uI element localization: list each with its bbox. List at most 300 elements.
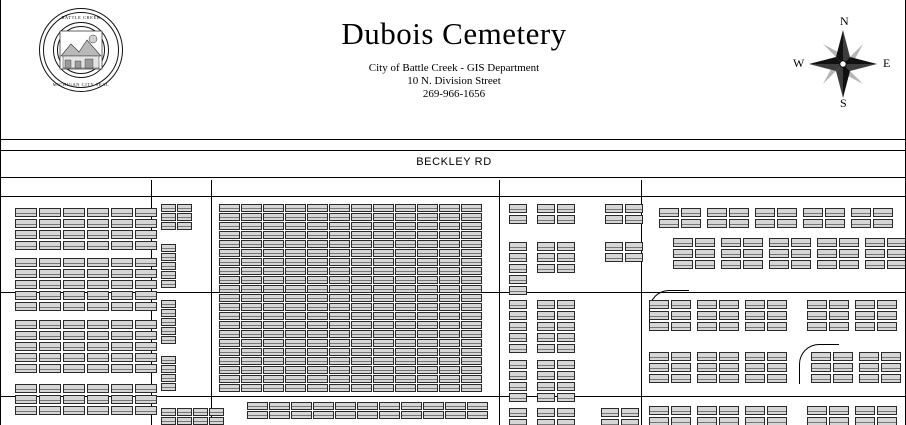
plot-cell[interactable] (537, 371, 555, 380)
plot-cell[interactable] (329, 303, 350, 311)
plot-cell[interactable] (373, 357, 394, 365)
plot-cell[interactable] (625, 204, 643, 213)
plot-cell[interactable] (135, 395, 157, 404)
plot-cell[interactable] (87, 258, 109, 267)
plot-cell[interactable] (219, 330, 240, 338)
plot-cell[interactable] (307, 357, 328, 365)
plot-cell[interactable] (63, 280, 85, 289)
plot-cell[interactable] (395, 285, 416, 293)
plot-cell[interactable] (509, 344, 527, 353)
plot-cell[interactable] (767, 406, 787, 415)
plot-cell[interactable] (649, 322, 669, 331)
plot-cell[interactable] (63, 219, 85, 228)
plot-cell[interactable] (285, 276, 306, 284)
plot-cell[interactable] (111, 364, 133, 373)
plot-cell[interactable] (285, 384, 306, 392)
plot-cell[interactable] (681, 219, 701, 228)
plot-cell[interactable] (439, 312, 460, 320)
plot-cell[interactable] (439, 276, 460, 284)
plot-cell[interactable] (877, 300, 897, 309)
plot-cell[interactable] (417, 213, 438, 221)
plot-cell[interactable] (417, 222, 438, 230)
plot-cell[interactable] (461, 384, 482, 392)
plot-cell[interactable] (673, 260, 693, 269)
plot-cell[interactable] (439, 222, 460, 230)
plot-cell[interactable] (15, 353, 37, 362)
plot-cell[interactable] (825, 219, 845, 228)
plot-cell[interactable] (313, 411, 334, 419)
plot-cell[interactable] (855, 311, 875, 320)
plot-cell[interactable] (15, 331, 37, 340)
plot-cell[interactable] (791, 238, 811, 247)
plot-cell[interactable] (373, 276, 394, 284)
plot-cell[interactable] (307, 267, 328, 275)
plot-cell[interactable] (537, 311, 555, 320)
plot-cell[interactable] (829, 417, 849, 425)
plot-cell[interactable] (417, 366, 438, 374)
plot-cell[interactable] (351, 213, 372, 221)
plot-cell[interactable] (63, 331, 85, 340)
plot-cell[interactable] (537, 408, 555, 417)
plot-cell[interactable] (461, 357, 482, 365)
plot-cell[interactable] (351, 375, 372, 383)
plot-cell[interactable] (263, 240, 284, 248)
plot-cell[interactable] (671, 374, 691, 383)
plot-cell[interactable] (671, 300, 691, 309)
plot-cell[interactable] (537, 360, 555, 369)
plot-cell[interactable] (15, 219, 37, 228)
plot-cell[interactable] (649, 300, 669, 309)
plot-cell[interactable] (63, 395, 85, 404)
plot-cell[interactable] (439, 321, 460, 329)
plot-cell[interactable] (241, 312, 262, 320)
plot-cell[interactable] (241, 285, 262, 293)
plot-cell[interactable] (263, 375, 284, 383)
plot-cell[interactable] (39, 384, 61, 393)
plot-cell[interactable] (537, 204, 555, 213)
plot-cell[interactable] (659, 219, 679, 228)
plot-cell[interactable] (887, 260, 906, 269)
plot-cell[interactable] (537, 322, 555, 331)
plot-cell[interactable] (177, 213, 192, 221)
plot-cell[interactable] (307, 321, 328, 329)
plot-cell[interactable] (865, 260, 885, 269)
plot-cell[interactable] (135, 342, 157, 351)
plot-cell[interactable] (351, 330, 372, 338)
block-west-a[interactable] (15, 208, 63, 252)
plot-cell[interactable] (395, 294, 416, 302)
plot-cell[interactable] (537, 242, 555, 251)
block-east-i[interactable] (817, 238, 861, 271)
plot-cell[interactable] (439, 285, 460, 293)
plot-cell[interactable] (825, 208, 845, 217)
plot-cell[interactable] (601, 408, 619, 417)
plot-cell[interactable] (373, 312, 394, 320)
plot-cell[interactable] (135, 406, 157, 415)
plot-cell[interactable] (719, 374, 739, 383)
plot-cell[interactable] (241, 204, 262, 212)
plot-cell[interactable] (439, 303, 460, 311)
plot-cell[interactable] (39, 342, 61, 351)
plot-cell[interactable] (87, 364, 109, 373)
plot-cell[interactable] (697, 322, 717, 331)
plot-cell[interactable] (373, 285, 394, 293)
plot-cell[interactable] (87, 291, 109, 300)
plot-cell[interactable] (881, 352, 901, 361)
plot-cell[interactable] (557, 408, 575, 417)
plot-cell[interactable] (649, 352, 669, 361)
plot-cell[interactable] (395, 303, 416, 311)
plot-cell[interactable] (395, 240, 416, 248)
plot-cell[interactable] (329, 276, 350, 284)
plot-cell[interactable] (285, 222, 306, 230)
plot-cell[interactable] (111, 291, 133, 300)
plot-cell[interactable] (285, 312, 306, 320)
plot-cell[interactable] (439, 267, 460, 275)
plot-cell[interactable] (15, 230, 37, 239)
plot-cell[interactable] (855, 406, 875, 415)
plot-cell[interactable] (329, 312, 350, 320)
plot-cell[interactable] (839, 238, 859, 247)
plot-cell[interactable] (263, 330, 284, 338)
block-east-h[interactable] (769, 238, 813, 271)
plot-cell[interactable] (161, 253, 176, 261)
block-mid-b[interactable] (537, 204, 577, 226)
plot-cell[interactable] (263, 231, 284, 239)
plot-cell[interactable] (219, 213, 240, 221)
plot-cell[interactable] (135, 353, 157, 362)
plot-cell[interactable] (807, 406, 827, 415)
block-west-g[interactable] (15, 320, 63, 375)
plot-cell[interactable] (719, 352, 739, 361)
plot-cell[interactable] (241, 348, 262, 356)
plot-cell[interactable] (161, 262, 176, 270)
plot-cell[interactable] (39, 364, 61, 373)
plot-cell[interactable] (745, 363, 765, 372)
plot-cell[interactable] (63, 241, 85, 250)
plot-cell[interactable] (63, 320, 85, 329)
plot-cell[interactable] (767, 363, 787, 372)
plot-cell[interactable] (351, 366, 372, 374)
plot-cell[interactable] (135, 258, 157, 267)
plot-cell[interactable] (373, 330, 394, 338)
plot-cell[interactable] (509, 322, 527, 331)
plot-cell[interactable] (219, 249, 240, 257)
plot-cell[interactable] (745, 352, 765, 361)
block-east-d[interactable] (803, 208, 847, 230)
plot-cell[interactable] (307, 231, 328, 239)
block-west-d[interactable] (15, 258, 63, 313)
plot-cell[interactable] (719, 417, 739, 425)
plot-cell[interactable] (461, 276, 482, 284)
plot-cell[interactable] (877, 417, 897, 425)
plot-cell[interactable] (461, 330, 482, 338)
plot-cell[interactable] (461, 348, 482, 356)
plot-cell[interactable] (161, 271, 176, 279)
plot-cell[interactable] (263, 294, 284, 302)
plot-cell[interactable] (63, 342, 85, 351)
block-east-w[interactable] (745, 406, 789, 425)
plot-cell[interactable] (15, 384, 37, 393)
plot-cell[interactable] (219, 258, 240, 266)
plot-cell[interactable] (373, 258, 394, 266)
plot-cell[interactable] (395, 258, 416, 266)
plot-cell[interactable] (557, 393, 575, 402)
plot-cell[interactable] (329, 375, 350, 383)
plot-cell[interactable] (671, 352, 691, 361)
plot-cell[interactable] (865, 249, 885, 258)
plot-cell[interactable] (111, 342, 133, 351)
plot-cell[interactable] (219, 375, 240, 383)
plot-cell[interactable] (219, 240, 240, 248)
plot-cell[interactable] (161, 408, 176, 416)
plot-cell[interactable] (307, 375, 328, 383)
block-east-e[interactable] (851, 208, 895, 230)
plot-cell[interactable] (681, 208, 701, 217)
plot-cell[interactable] (135, 384, 157, 393)
plot-cell[interactable] (135, 269, 157, 278)
plot-cell[interactable] (439, 213, 460, 221)
plot-cell[interactable] (625, 215, 643, 224)
plot-cell[interactable] (87, 208, 109, 217)
plot-cell[interactable] (39, 302, 61, 311)
plot-cell[interactable] (439, 366, 460, 374)
block-west-e[interactable] (63, 258, 111, 313)
plot-cell[interactable] (15, 291, 37, 300)
plot-cell[interactable] (39, 395, 61, 404)
plot-cell[interactable] (15, 258, 37, 267)
plot-cell[interactable] (417, 375, 438, 383)
plot-cell[interactable] (111, 406, 133, 415)
plot-cell[interactable] (15, 280, 37, 289)
plot-cell[interactable] (461, 213, 482, 221)
plot-cell[interactable] (621, 408, 639, 417)
plot-cell[interactable] (461, 303, 482, 311)
block-mid-d[interactable] (509, 242, 529, 297)
plot-cell[interactable] (817, 260, 837, 269)
plot-cell[interactable] (509, 275, 527, 284)
plot-cell[interactable] (269, 411, 290, 419)
block-west-h[interactable] (63, 320, 111, 375)
plot-cell[interactable] (417, 231, 438, 239)
block-east-g[interactable] (721, 238, 765, 271)
plot-cell[interactable] (767, 300, 787, 309)
plot-cell[interactable] (417, 240, 438, 248)
plot-cell[interactable] (439, 204, 460, 212)
plot-cell[interactable] (87, 269, 109, 278)
plot-cell[interactable] (351, 312, 372, 320)
plot-cell[interactable] (263, 258, 284, 266)
plot-cell[interactable] (329, 357, 350, 365)
plot-cell[interactable] (135, 208, 157, 217)
plot-cell[interactable] (285, 258, 306, 266)
block-west-i[interactable] (111, 320, 159, 375)
plot-cell[interactable] (329, 348, 350, 356)
plot-cell[interactable] (373, 384, 394, 392)
plot-cell[interactable] (357, 402, 378, 410)
plot-cell[interactable] (649, 406, 669, 415)
plot-cell[interactable] (417, 303, 438, 311)
plot-cell[interactable] (161, 309, 176, 317)
plot-cell[interactable] (439, 294, 460, 302)
plot-cell[interactable] (135, 302, 157, 311)
plot-cell[interactable] (219, 366, 240, 374)
block-east-x[interactable] (807, 406, 851, 425)
plot-cell[interactable] (791, 260, 811, 269)
plot-cell[interactable] (851, 208, 871, 217)
plot-cell[interactable] (329, 285, 350, 293)
plot-cell[interactable] (833, 352, 853, 361)
plot-cell[interactable] (285, 213, 306, 221)
plot-cell[interactable] (219, 267, 240, 275)
plot-cell[interactable] (461, 366, 482, 374)
plot-cell[interactable] (509, 360, 527, 369)
plot-cell[interactable] (241, 366, 262, 374)
plot-cell[interactable] (557, 344, 575, 353)
plot-cell[interactable] (439, 240, 460, 248)
block-east-p[interactable] (649, 352, 693, 385)
block-east-q[interactable] (697, 352, 741, 385)
plot-cell[interactable] (351, 339, 372, 347)
block-west-f[interactable] (111, 258, 159, 313)
plot-cell[interactable] (351, 285, 372, 293)
plot-cell[interactable] (263, 267, 284, 275)
plot-cell[interactable] (87, 320, 109, 329)
plot-cell[interactable] (417, 294, 438, 302)
plot-cell[interactable] (417, 267, 438, 275)
plot-cell[interactable] (807, 311, 827, 320)
plot-cell[interactable] (39, 280, 61, 289)
plot-cell[interactable] (461, 285, 482, 293)
plot-cell[interactable] (537, 333, 555, 342)
block-east-a[interactable] (659, 208, 703, 230)
plot-cell[interactable] (461, 258, 482, 266)
plot-cell[interactable] (695, 260, 715, 269)
plot-cell[interactable] (697, 374, 717, 383)
plot-cell[interactable] (111, 395, 133, 404)
plot-cell[interactable] (605, 253, 623, 262)
plot-cell[interactable] (285, 366, 306, 374)
plot-cell[interactable] (817, 238, 837, 247)
plot-cell[interactable] (695, 249, 715, 258)
plot-cell[interactable] (697, 363, 717, 372)
plot-cell[interactable] (285, 204, 306, 212)
plot-cell[interactable] (135, 241, 157, 250)
plot-cell[interactable] (671, 417, 691, 425)
plot-cell[interactable] (557, 322, 575, 331)
plot-cell[interactable] (39, 331, 61, 340)
plot-cell[interactable] (219, 339, 240, 347)
plot-cell[interactable] (329, 213, 350, 221)
plot-cell[interactable] (417, 357, 438, 365)
plot-cell[interactable] (351, 258, 372, 266)
plot-cell[interactable] (15, 342, 37, 351)
plot-cell[interactable] (557, 382, 575, 391)
plot-cell[interactable] (241, 294, 262, 302)
plot-cell[interactable] (219, 276, 240, 284)
plot-cell[interactable] (509, 382, 527, 391)
block-east-k[interactable] (649, 300, 693, 333)
plot-cell[interactable] (697, 352, 717, 361)
plot-cell[interactable] (351, 357, 372, 365)
plot-cell[interactable] (395, 276, 416, 284)
plot-cell[interactable] (111, 258, 133, 267)
block-east-n[interactable] (807, 300, 851, 333)
block-colstrip-3[interactable] (161, 300, 177, 345)
plot-cell[interactable] (461, 240, 482, 248)
plot-cell[interactable] (161, 336, 176, 344)
plot-cell[interactable] (395, 375, 416, 383)
plot-cell[interactable] (881, 374, 901, 383)
plot-cell[interactable] (111, 331, 133, 340)
plot-cell[interactable] (767, 322, 787, 331)
plot-cell[interactable] (39, 258, 61, 267)
plot-cell[interactable] (219, 231, 240, 239)
plot-cell[interactable] (219, 222, 240, 230)
plot-cell[interactable] (439, 330, 460, 338)
plot-cell[interactable] (461, 204, 482, 212)
plot-cell[interactable] (373, 213, 394, 221)
plot-cell[interactable] (247, 402, 268, 410)
plot-cell[interactable] (161, 222, 176, 230)
plot-cell[interactable] (335, 411, 356, 419)
plot-cell[interactable] (537, 344, 555, 353)
plot-cell[interactable] (263, 204, 284, 212)
block-mid-l[interactable] (537, 408, 577, 425)
plot-cell[interactable] (219, 204, 240, 212)
plot-cell[interactable] (605, 242, 623, 251)
plot-cell[interactable] (351, 321, 372, 329)
plot-cell[interactable] (263, 366, 284, 374)
plot-cell[interactable] (649, 374, 669, 383)
plot-cell[interactable] (177, 222, 192, 230)
plot-cell[interactable] (509, 371, 527, 380)
block-mid-a[interactable] (509, 204, 529, 226)
plot-cell[interactable] (193, 417, 208, 425)
plot-cell[interactable] (161, 365, 176, 373)
plot-cell[interactable] (15, 320, 37, 329)
block-east-m[interactable] (745, 300, 789, 333)
plot-cell[interactable] (373, 366, 394, 374)
plot-cell[interactable] (767, 374, 787, 383)
plot-cell[interactable] (285, 348, 306, 356)
plot-cell[interactable] (719, 322, 739, 331)
block-mid-m[interactable] (601, 408, 641, 425)
plot-cell[interactable] (707, 208, 727, 217)
plot-cell[interactable] (87, 353, 109, 362)
block-mid-i[interactable] (509, 360, 529, 404)
plot-cell[interactable] (401, 402, 422, 410)
plot-cell[interactable] (161, 213, 176, 221)
plot-cell[interactable] (63, 269, 85, 278)
plot-cell[interactable] (557, 360, 575, 369)
block-colstrip-5[interactable] (161, 408, 225, 425)
plot-cell[interactable] (39, 291, 61, 300)
plot-cell[interactable] (829, 322, 849, 331)
plot-cell[interactable] (859, 363, 879, 372)
plot-cell[interactable] (219, 357, 240, 365)
plot-cell[interactable] (63, 302, 85, 311)
plot-cell[interactable] (307, 348, 328, 356)
plot-cell[interactable] (719, 311, 739, 320)
plot-cell[interactable] (803, 219, 823, 228)
plot-cell[interactable] (285, 294, 306, 302)
block-west-j[interactable] (15, 384, 63, 417)
plot-cell[interactable] (537, 382, 555, 391)
plot-cell[interactable] (467, 411, 488, 419)
plot-cell[interactable] (161, 280, 176, 288)
plot-cell[interactable] (509, 419, 527, 425)
